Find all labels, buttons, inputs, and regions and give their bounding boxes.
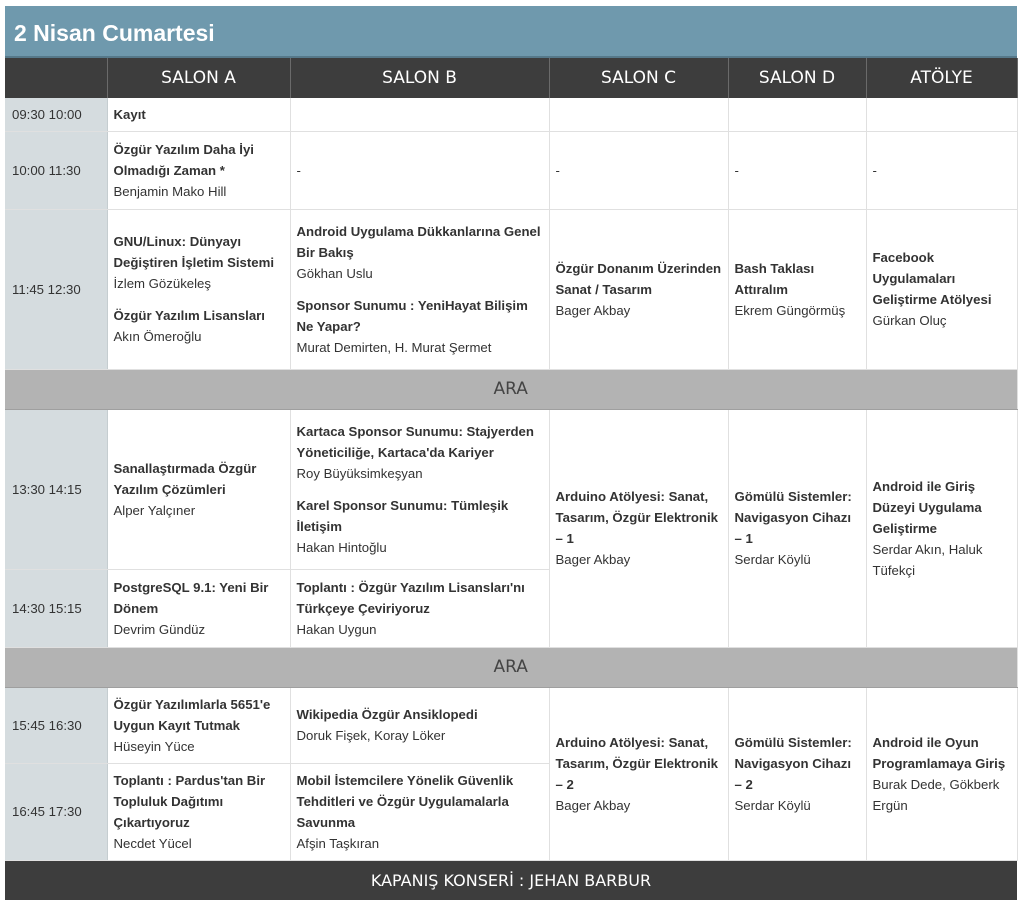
session-speaker: Akın Ömeroğlu <box>113 329 202 344</box>
closing-label: KAPANIŞ KONSERİ : JEHAN BARBUR <box>5 860 1017 900</box>
session-speaker: Serdar Köylü <box>734 552 811 567</box>
dash: - <box>555 162 560 178</box>
session-title: Arduino Atölyesi: Sanat, Tasarım, Özgür Elektronik – 1 <box>555 489 718 546</box>
empty-cell <box>290 98 549 131</box>
session-title: GNU/Linux: Dünyayı Değiştiren İşletim Sistemi <box>113 234 275 270</box>
session-speaker: Doruk Fişek, Koray Löker <box>296 728 446 743</box>
session-cell <box>290 409 549 569</box>
dash: - <box>296 162 301 178</box>
session-cell <box>290 131 549 209</box>
schedule-table <box>5 58 1018 900</box>
empty-cell <box>866 98 1017 131</box>
column-header-salon-c: SALON C <box>549 58 728 98</box>
session-cell <box>866 687 1017 860</box>
session-cell <box>290 763 549 860</box>
session-title: Sponsor Sunumu : YeniHayat Bilişim Ne Yapar? <box>296 297 528 334</box>
session-speaker: Serdar Köylü <box>734 797 811 813</box>
session-cell <box>866 209 1017 369</box>
session-title: Kayıt <box>113 106 146 122</box>
session-speaker: Gürkan Oluç <box>872 313 947 328</box>
session-cell <box>290 687 549 763</box>
session-title: Karel Sponsor Sunumu: Tümleşik İletişim <box>296 497 509 534</box>
session-speaker: Murat Demirten, H. Murat Şermet <box>296 339 492 355</box>
time-cell: 14:30 15:15 <box>5 569 107 647</box>
session-speaker: Benjamin Mako Hill <box>113 183 227 199</box>
session-cell <box>107 687 290 763</box>
time-cell: 09:30 10:00 <box>5 98 107 131</box>
session-cell <box>728 131 866 209</box>
header-row <box>5 58 1017 98</box>
session-title: Özgür Yazılım Daha İyi Olmadığı Zaman * <box>113 141 254 178</box>
session-title: Kartaca Sponsor Sunumu: Stajyerden Yöneticiliğe, Kartaca'da Kariyer <box>296 423 534 460</box>
session-title: Mobil İstemcilere Yönelik Güvenlik Tehditleri ve Özgür Uygulamalarla Savunma <box>296 772 514 830</box>
session-cell <box>866 131 1017 209</box>
session-title: Gömülü Sistemler: Navigasyon Cihazı – 1 <box>734 489 852 546</box>
break-label: ARA <box>5 369 1017 409</box>
page-title: 2 Nisan Cumartesi <box>5 6 1017 58</box>
session-speaker: Devrim Gündüz <box>113 621 206 637</box>
session-speaker: Roy Büyüksimkeşyan <box>296 465 423 481</box>
session-cell <box>549 687 728 860</box>
session-speaker: İzlem Gözükeleş <box>113 276 211 291</box>
dash: - <box>734 162 739 178</box>
table-row <box>5 409 1017 569</box>
session-speaker: Alper Yalçıner <box>113 502 196 518</box>
session-cell <box>728 209 866 369</box>
session-cell <box>107 409 290 569</box>
session-title: Android Uygulama Dükkanlarına Genel Bir Bakış <box>296 223 541 260</box>
session-title: PostgreSQL 9.1: Yeni Bir Dönem <box>113 579 269 616</box>
session-cell <box>549 209 728 369</box>
session-title: Android ile Oyun Programlamaya Giriş <box>872 734 1006 771</box>
session-speaker: Ekrem Güngörmüş <box>734 302 846 318</box>
session-speaker: Bager Akbay <box>555 302 631 318</box>
session-cell <box>107 209 290 369</box>
session-speaker: Burak Dede, Gökberk Ergün <box>872 776 1000 813</box>
dash: - <box>872 162 877 178</box>
session-title: Özgür Yazılım Lisansları <box>113 308 265 323</box>
session-speaker: Bager Akbay <box>555 797 631 813</box>
empty-cell <box>549 98 728 131</box>
session-title: Özgür Yazılımlarla 5651'e Uygun Kayıt Tutmak <box>113 696 271 733</box>
session-title: Bash Taklası Attıralım <box>734 260 815 297</box>
session-speaker: Necdet Yücel <box>113 835 192 851</box>
table-row <box>5 98 1017 131</box>
closing-row <box>5 860 1017 900</box>
session-title: Gömülü Sistemler: Navigasyon Cihazı – 2 <box>734 734 852 792</box>
session-title: Arduino Atölyesi: Sanat, Tasarım, Özgür Elektronik – 2 <box>555 734 718 792</box>
session-speaker: Hakan Uygun <box>296 621 377 637</box>
session-title: Android ile Giriş Düzeyi Uygulama Geliştirme <box>872 478 982 536</box>
session-cell <box>107 131 290 209</box>
session-cell <box>549 409 728 647</box>
session-cell <box>728 687 866 860</box>
session-speaker: Gökhan Uslu <box>296 265 373 281</box>
session-cell <box>549 131 728 209</box>
column-header-salon-b: SALON B <box>290 58 549 98</box>
session-title: Sanallaştırmada Özgür Yazılım Çözümleri <box>113 460 257 497</box>
table-row <box>5 131 1017 209</box>
session-cell <box>107 569 290 647</box>
time-cell: 16:45 17:30 <box>5 763 107 860</box>
session-speaker: Afşin Taşkıran <box>296 835 380 851</box>
session-title: Facebook Uygulamaları Geliştirme Atölyesi <box>872 250 992 307</box>
time-cell: 10:00 11:30 <box>5 131 107 209</box>
time-cell: 15:45 16:30 <box>5 687 107 763</box>
session-title: Wikipedia Özgür Ansiklopedi <box>296 707 478 722</box>
empty-cell <box>728 98 866 131</box>
table-row <box>5 687 1017 763</box>
session-cell <box>290 209 549 369</box>
session-speaker: Bager Akbay <box>555 552 631 567</box>
time-cell: 13:30 14:15 <box>5 409 107 569</box>
time-header <box>5 58 107 98</box>
session-cell <box>290 569 549 647</box>
break-label: ARA <box>5 647 1017 687</box>
session-speaker: Hüseyin Yüce <box>113 738 195 754</box>
break-row <box>5 369 1017 409</box>
session-cell <box>728 409 866 647</box>
time-cell: 11:45 12:30 <box>5 209 107 369</box>
table-row <box>5 209 1017 369</box>
session-cell <box>866 409 1017 647</box>
session-title: Toplantı : Pardus'tan Bir Topluluk Dağıtımı Çıkartıyoruz <box>113 772 266 830</box>
session-cell <box>107 763 290 860</box>
session-cell <box>107 98 290 131</box>
column-header-salon-d: SALON D <box>728 58 866 98</box>
column-header-atolye: ATÖLYE <box>866 58 1017 98</box>
column-header-salon-a: SALON A <box>107 58 290 98</box>
session-speaker: Serdar Akın, Haluk Tüfekçi <box>872 541 983 578</box>
session-title: Özgür Donanım Üzerinden Sanat / Tasarım <box>555 260 722 297</box>
session-speaker: Hakan Hintoğlu <box>296 539 387 555</box>
session-title: Toplantı : Özgür Yazılım Lisansları'nı Türkçeye Çeviriyoruz <box>296 579 525 616</box>
break-row <box>5 647 1017 687</box>
